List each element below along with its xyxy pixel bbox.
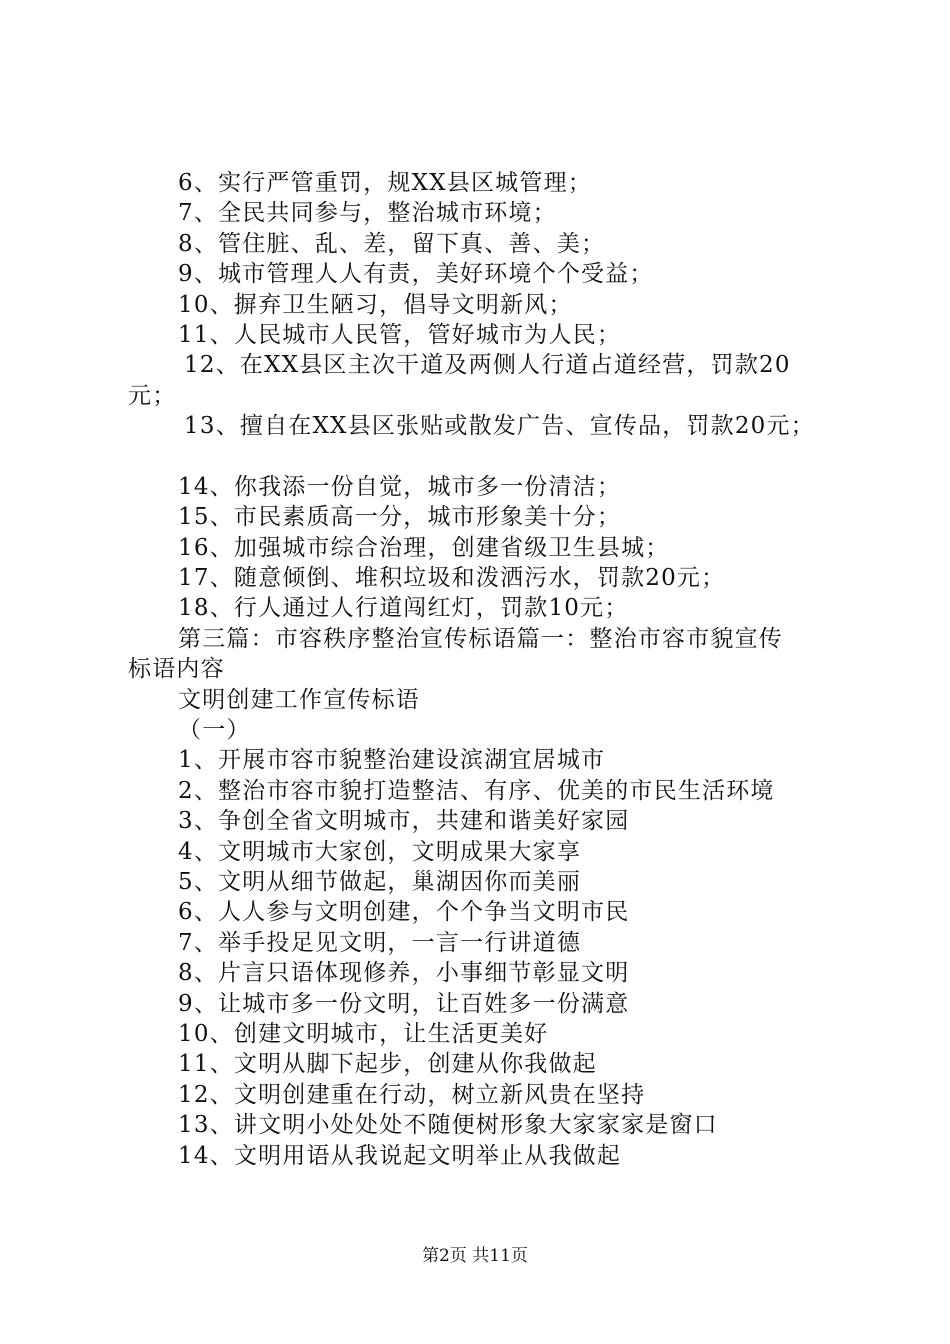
- list-item: 8、管住脏、乱、差，留下真、善、美；: [178, 230, 606, 257]
- list-item: 13、擅自在XX县区张贴或散发广告、宣传品，罚款20元；: [184, 413, 815, 440]
- list-item: 11、人民城市人民管，管好城市为人民；: [178, 321, 622, 348]
- list-item: 18、行人通过人行道闯红灯，罚款10元；: [178, 595, 629, 622]
- list-item-continuation: 元；: [128, 382, 177, 409]
- blank-line: [0, 442, 950, 472]
- list-item: 6、人人参与文明创建，个个争当文明市民: [178, 899, 630, 926]
- page-number: 第2页 共11页: [422, 1246, 528, 1266]
- list-item: 1、开展市容市貌整治建设滨湖宜居城市: [178, 747, 606, 774]
- list-item: 12、在XX县区主次干道及两侧人行道占道经营，罚款20: [184, 352, 791, 379]
- list-item: 5、文明从细节做起，巢湖因你而美丽: [178, 868, 582, 895]
- section-marker: （一）: [178, 717, 251, 744]
- list-item: 3、争创全省文明城市，共建和谐美好家园: [178, 808, 630, 835]
- list-item: 4、文明城市大家创，文明成果大家享: [178, 838, 582, 865]
- list-item: 10、摒弃卫生陋习，倡导文明新风；: [178, 291, 573, 318]
- list-item: 8、片言只语体现修养，小事细节彰显文明: [178, 960, 630, 987]
- list-item: 13、讲文明小处处处不随便树形象大家家家是窗口: [178, 1112, 718, 1139]
- page-footer: [0, 1244, 950, 1268]
- list-item: 12、文明创建重在行动，树立新风贵在坚持: [178, 1081, 646, 1108]
- list-item: 6、实行严管重罚，规XX县区城管理；: [178, 170, 592, 196]
- subheading: 文明创建工作宣传标语: [178, 686, 420, 713]
- list-item: 9、城市管理人人有责，美好环境个个受益；: [178, 261, 654, 288]
- list-item: 10、创建文明城市，让生活更美好: [178, 1020, 549, 1047]
- section-heading-continuation: 标语内容: [128, 656, 225, 683]
- list-item: 17、随意倾倒、堆积垃圾和泼洒污水，罚款20元；: [178, 565, 726, 592]
- list-item: 9、让城市多一份文明，让百姓多一份满意: [178, 990, 630, 1017]
- list-item: 11、文明从脚下起步，创建从你我做起: [178, 1051, 597, 1078]
- list-item: 14、你我添一份自觉，城市多一份清洁；: [178, 473, 622, 500]
- list-item: 2、整治市容市貌打造整洁、有序、优美的市民生活环境: [178, 777, 775, 804]
- list-item: 14、文明用语从我说起文明举止从我做起: [178, 1142, 622, 1169]
- list-item: 7、全民共同参与，整治城市环境；: [178, 200, 557, 227]
- document-body: [0, 168, 950, 1171]
- list-item: 16、加强城市综合治理，创建省级卫生县城；: [178, 534, 670, 561]
- section-heading: 第三篇：市容秩序整治宣传标语篇一：整治市容市貌宣传: [178, 625, 783, 652]
- list-item: 7、举手投足见文明，一言一行讲道德: [178, 929, 582, 956]
- list-item: 15、市民素质高一分，城市形象美十分；: [178, 504, 622, 531]
